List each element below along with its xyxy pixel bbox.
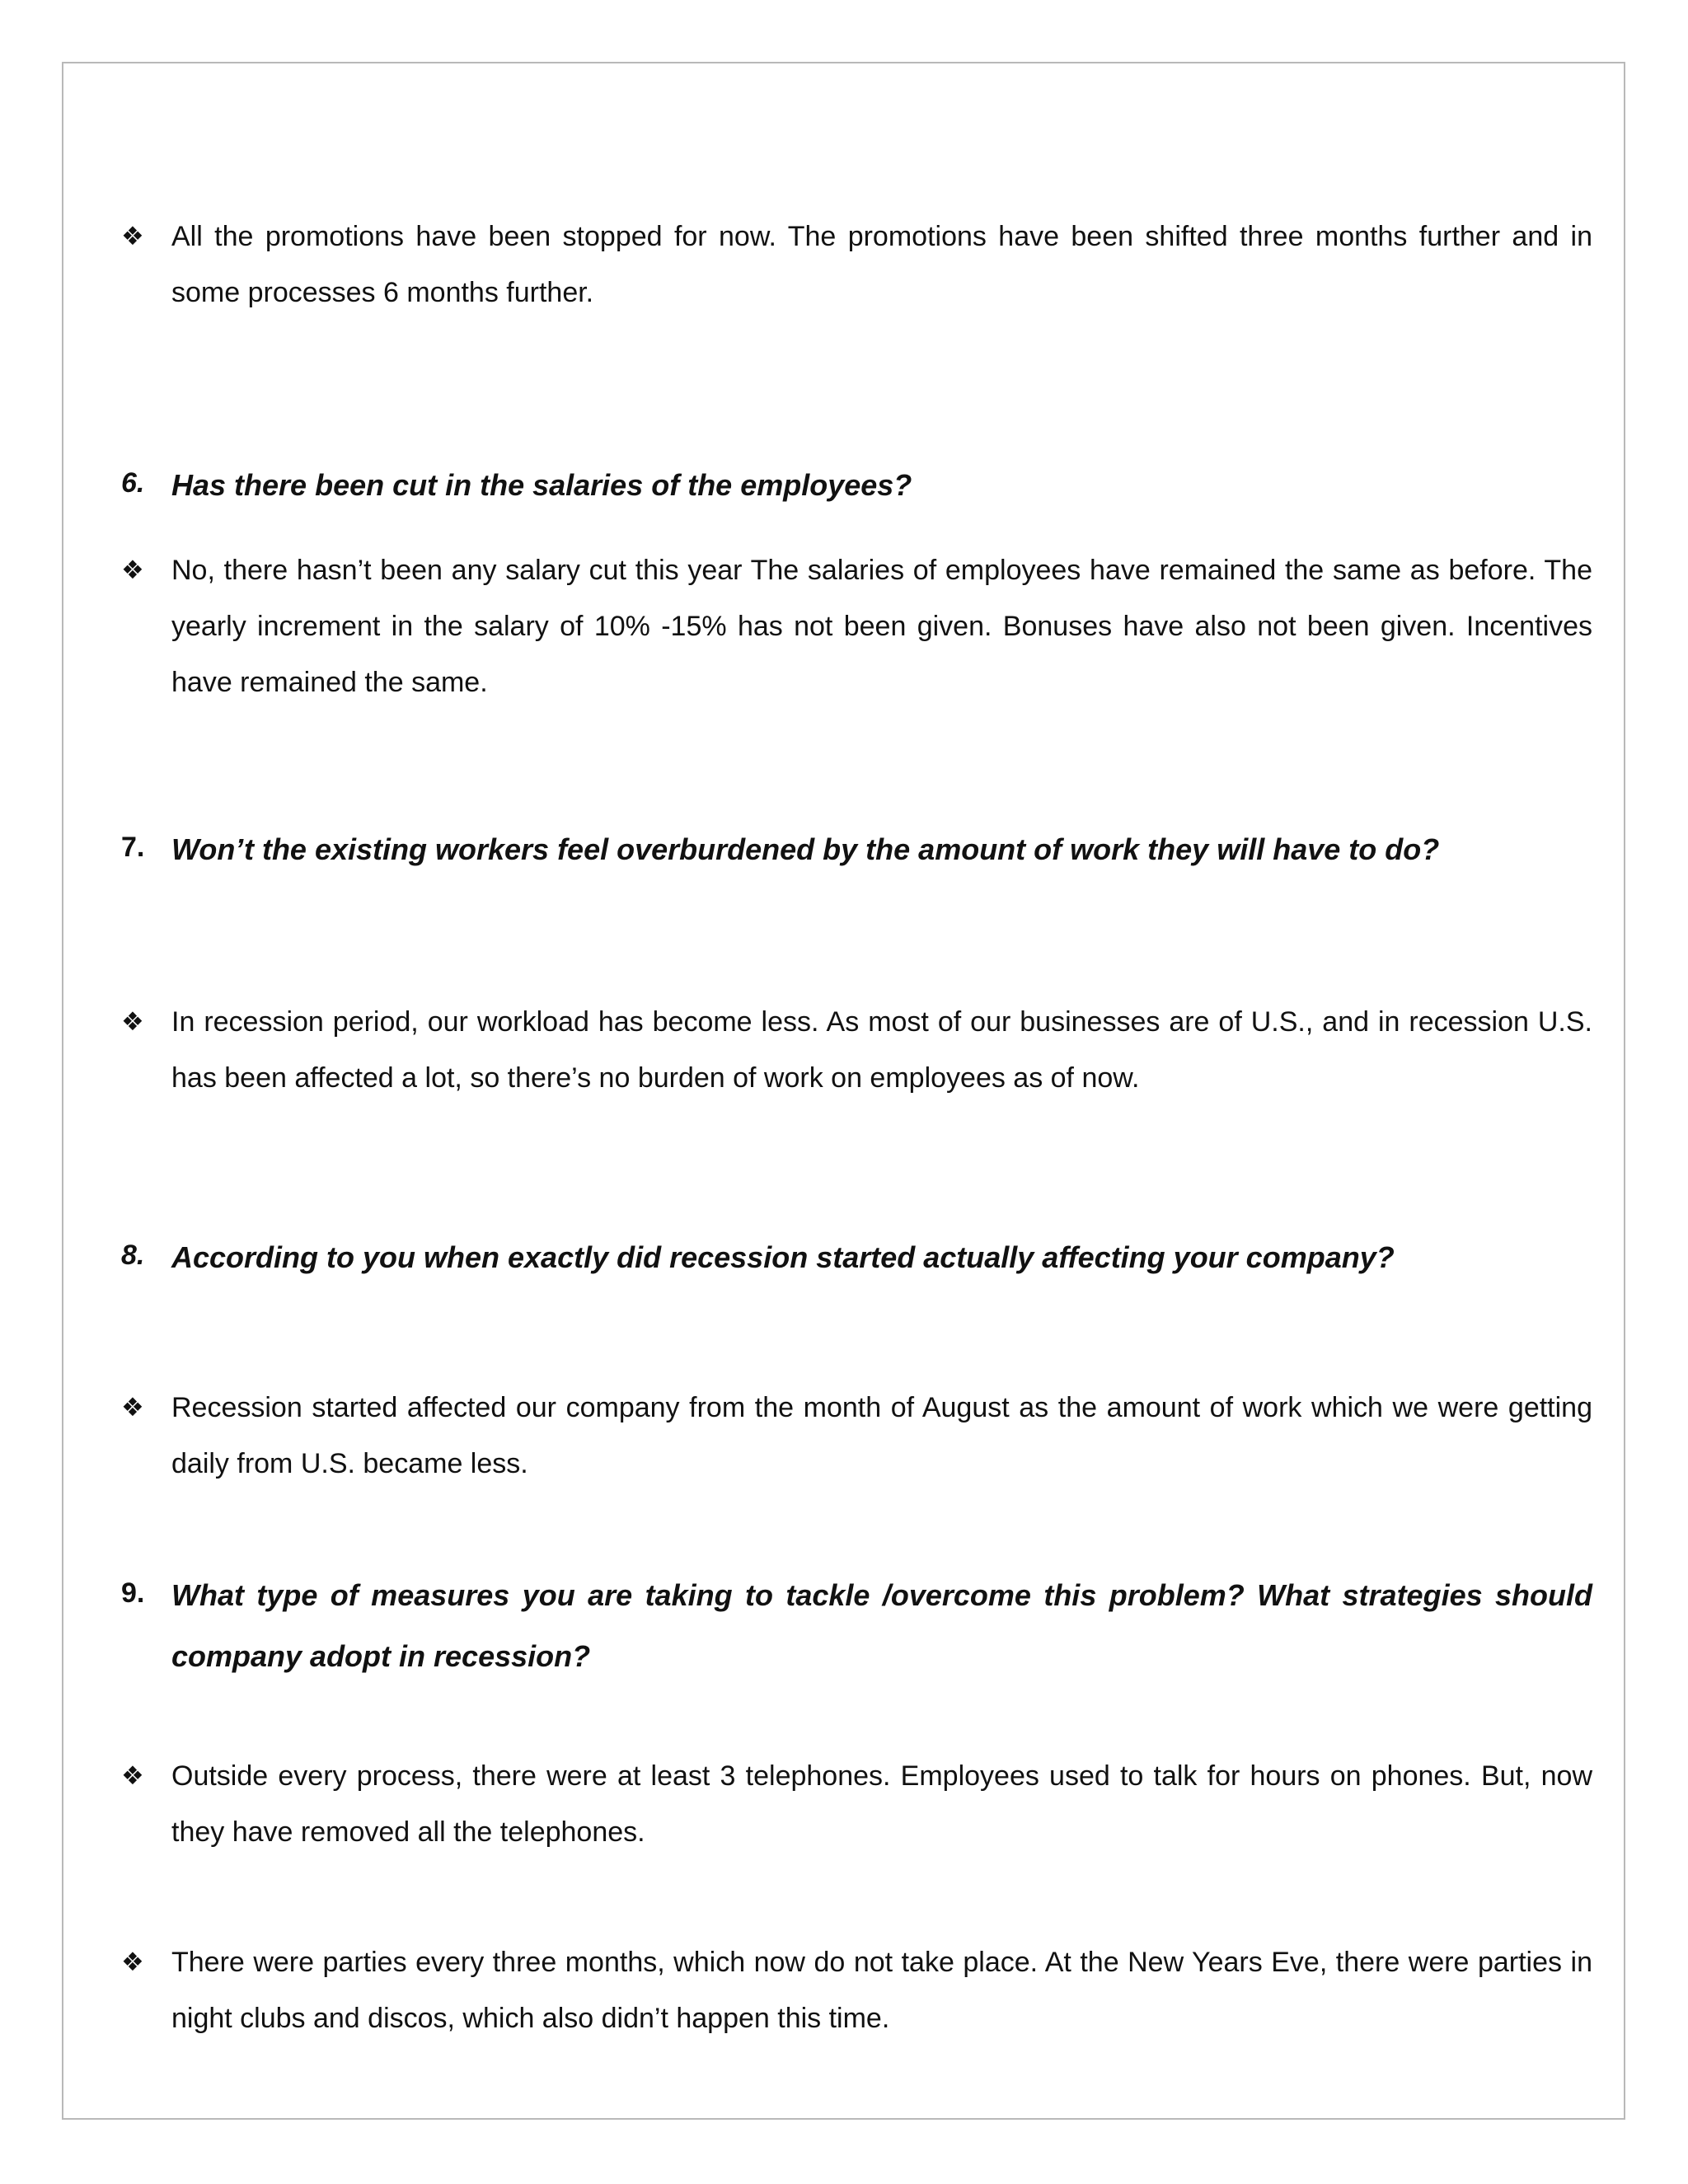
- answer-bullet-parties: [121, 1934, 1592, 2046]
- question-text: Won’t the existing workers feel overburdened by the amount of work they will have to do?: [171, 832, 1440, 866]
- question-text: What type of measures you are taking to tackle /overcome this problem? What strategies should company adopt in recession?: [171, 1578, 1592, 1673]
- answer-bullet-promotions: [121, 209, 1592, 321]
- bullet-icon: ❖: [121, 1947, 144, 1977]
- bullet-icon: ❖: [121, 1393, 144, 1422]
- question-8: [121, 1227, 1592, 1288]
- question-number: 8.: [121, 1240, 145, 1271]
- question-text: According to you when exactly did recession started actually affecting your company?: [171, 1240, 1395, 1274]
- answer-bullet-telephones: [121, 1748, 1592, 1860]
- bullet-icon: ❖: [121, 1007, 144, 1037]
- answer-text: No, there hasn’t been any salary cut this year The salaries of employees have remained the same as before. The yearly increment in the salary of 10% -15% has not been given. Bonuses have also not been given. Incentives have remained the same.: [171, 555, 1592, 698]
- answer-bullet-august: [121, 1380, 1592, 1492]
- answer-bullet-salaries: [121, 542, 1592, 710]
- question-number: 6.: [121, 467, 145, 499]
- question-number: 7.: [121, 832, 145, 863]
- answer-text: There were parties every three months, which now do not take place. At the New Years Eve, there were parties in night clubs and discos, which also didn’t happen this time.: [171, 1947, 1592, 2034]
- answer-text: Outside every process, there were at least 3 telephones. Employees used to talk for hours on phones. But, now they have removed all the telephones.: [171, 1760, 1592, 1848]
- bullet-icon: ❖: [121, 1761, 144, 1791]
- answer-bullet-workload: [121, 994, 1592, 1106]
- question-number: 9.: [121, 1577, 145, 1609]
- bullet-icon: ❖: [121, 222, 144, 251]
- answer-text: All the promotions have been stopped for now. The promotions have been shifted three months further and in some processes 6 months further.: [171, 221, 1592, 308]
- bullet-icon: ❖: [121, 555, 144, 585]
- question-9: [121, 1565, 1592, 1687]
- question-text: Has there been cut in the salaries of the employees?: [171, 468, 912, 502]
- question-7: [121, 819, 1592, 880]
- answer-text: Recession started affected our company from the month of August as the amount of work which we were getting daily from U.S. became less.: [171, 1392, 1592, 1479]
- answer-text: In recession period, our workload has become less. As most of our businesses are of U.S., and in recession U.S. has been affected a lot, so there’s no burden of work on employees as of now.: [171, 1006, 1592, 1094]
- question-6: [121, 455, 1592, 516]
